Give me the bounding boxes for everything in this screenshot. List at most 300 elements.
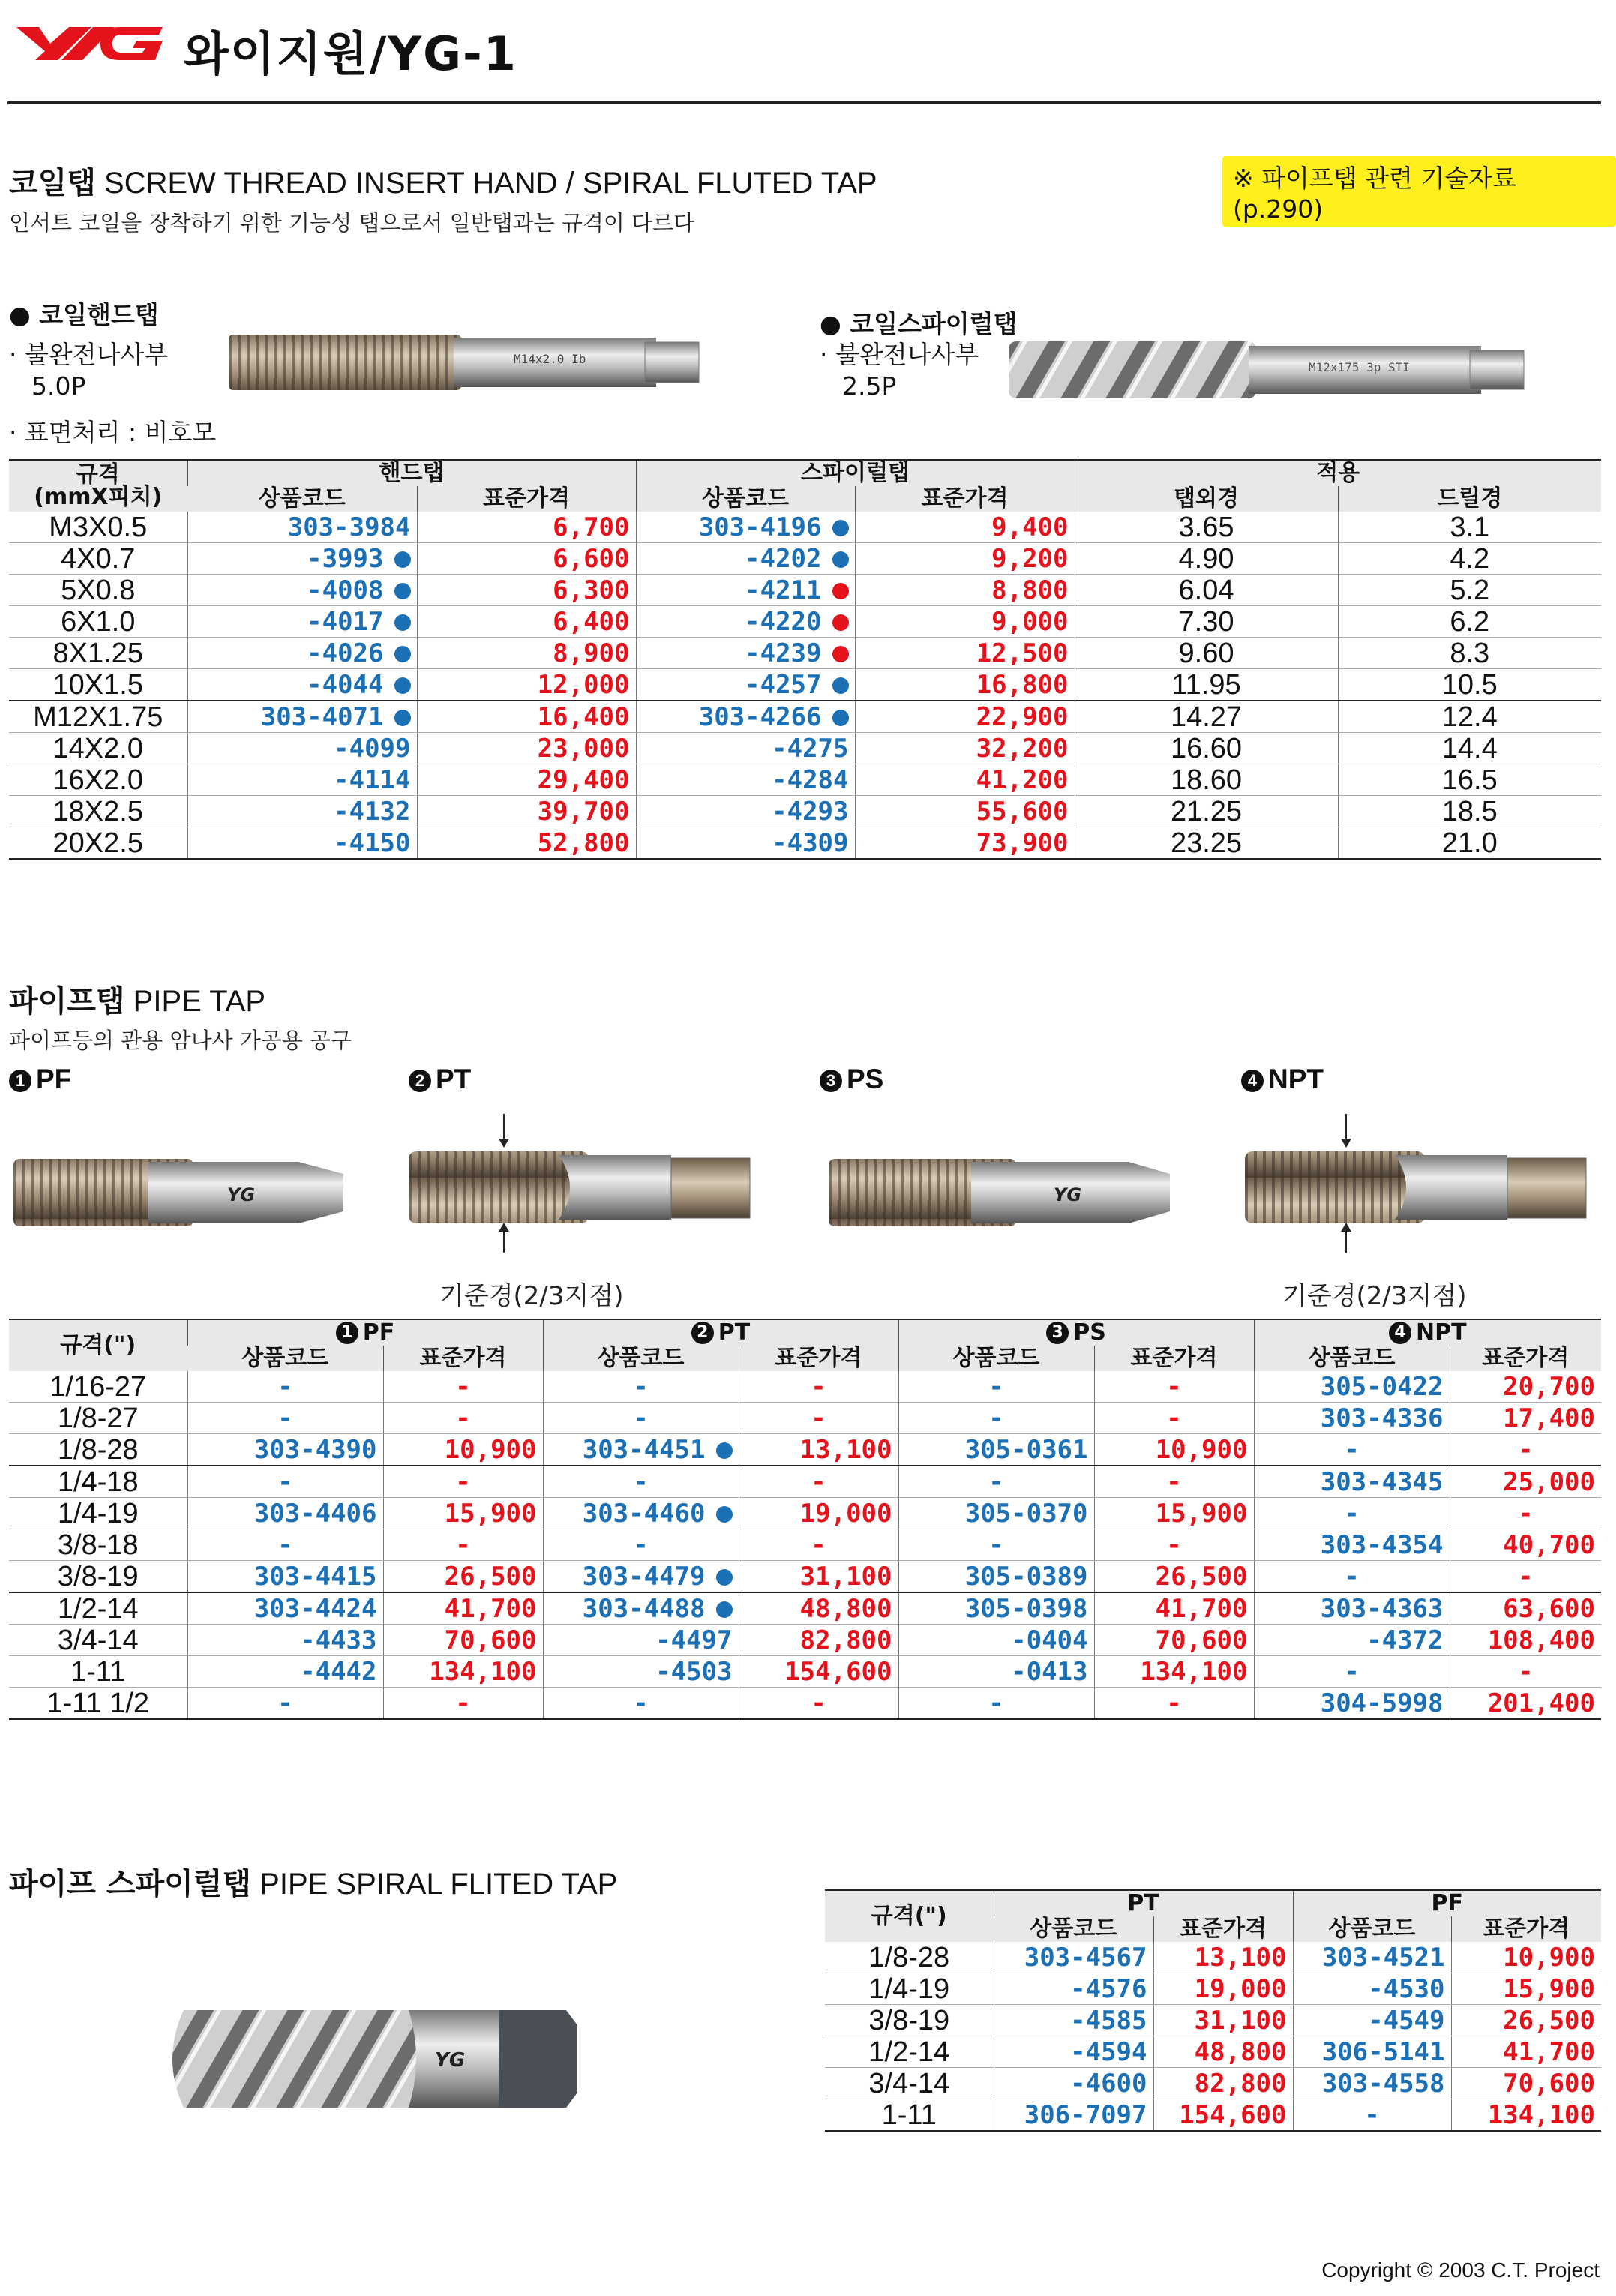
stock-dot-icon: [394, 710, 411, 726]
svg-text:M12x175 3p STI: M12x175 3p STI: [1309, 360, 1410, 374]
col-apply-header: 적용: [1075, 460, 1601, 486]
npt-code-cell: 303-4354: [1254, 1529, 1450, 1561]
hand-price-cell: 8,900: [417, 638, 636, 669]
pf-price-cell: -: [383, 1529, 543, 1561]
pt-price-cell: 31,100: [1153, 2005, 1293, 2036]
npt-code-cell: -: [1254, 1561, 1450, 1593]
svg-text:YG: YG: [1054, 1184, 1082, 1205]
drill-dia-cell: 3.1: [1338, 512, 1601, 543]
hand-code-cell: 303-4071: [187, 701, 417, 733]
pt-code-cell: 303-4479: [543, 1561, 739, 1593]
pt-code-cell: -: [543, 1688, 739, 1720]
spiral-price-cell: 41,200: [855, 764, 1075, 796]
coil-hand-heading: ● 코일핸드탭: [9, 300, 159, 329]
size-cell: 14X2.0: [9, 733, 187, 764]
pt-code-cell: -4576: [994, 1973, 1153, 2005]
pt-price-cell: 48,800: [739, 1592, 898, 1625]
pf-price-cell: 41,700: [1451, 2036, 1601, 2068]
coil-section-title: 코일탭 SCREW THREAD INSERT HAND / SPIRAL FLUTED TAP: [9, 166, 877, 200]
col-price-header: 표준가격: [383, 1346, 543, 1371]
pipe-spiral-tap-image: [161, 1995, 581, 2123]
hand-price-cell: 6,300: [417, 575, 636, 606]
col-price-header: 표준가격: [1451, 1916, 1601, 1942]
pt-price-cell: -: [739, 1529, 898, 1561]
col-pf-header: 1 PF: [187, 1319, 543, 1346]
drill-dia-cell: 14.4: [1338, 733, 1601, 764]
size-cell: 16X2.0: [9, 764, 187, 796]
col-size-header: 규격("): [9, 1319, 187, 1371]
spiral-price-cell: 32,200: [855, 733, 1075, 764]
ps-code-cell: -: [898, 1466, 1094, 1498]
spiral-code-cell: -4220: [636, 606, 855, 638]
coil-hand-tap-image: [229, 329, 701, 396]
col-ps-header: 3 PS: [898, 1319, 1254, 1346]
stock-dot-icon: [394, 646, 411, 662]
size-cell: 3/8-19: [9, 1561, 187, 1593]
npt-price-cell: 40,700: [1450, 1529, 1601, 1561]
tap-dia-cell: 21.25: [1075, 796, 1338, 827]
spiral-code-cell: -4293: [636, 796, 855, 827]
pt-code-cell: -4600: [994, 2068, 1153, 2099]
size-cell: 1-11: [825, 2099, 994, 2132]
size-cell: 1/4-19: [9, 1498, 187, 1529]
npt-code-cell: 305-0422: [1254, 1371, 1450, 1403]
pf-code-cell: -: [187, 1688, 383, 1720]
svg-text:M14x2.0 Ib: M14x2.0 Ib: [514, 352, 586, 366]
stock-dot-icon: [832, 583, 849, 599]
table-row: [9, 1529, 1601, 1561]
pf-code-cell: 303-4406: [187, 1498, 383, 1529]
pt-price-cell: -: [739, 1403, 898, 1434]
pt-code-cell: -: [543, 1403, 739, 1434]
ps-code-cell: -0404: [898, 1625, 1094, 1656]
pt-price-cell: 13,100: [1153, 1942, 1293, 1973]
ps-price-cell: -: [1094, 1688, 1254, 1720]
col-tap-dia-header: 탭외경: [1075, 486, 1338, 512]
spiral-price-cell: 9,200: [855, 543, 1075, 575]
pf-price-cell: -: [383, 1688, 543, 1720]
tap-dia-cell: 6.04: [1075, 575, 1338, 606]
pt-code-cell: 303-4488: [543, 1592, 739, 1625]
npt-code-cell: -: [1254, 1498, 1450, 1529]
pf-code-cell: 306-5141: [1293, 2036, 1451, 2068]
pt-code-cell: -: [543, 1371, 739, 1403]
hand-code-cell: -4008: [187, 575, 417, 606]
stock-dot-icon: [716, 1569, 733, 1586]
drill-dia-cell: 10.5: [1338, 669, 1601, 701]
stock-dot-icon: [716, 1506, 733, 1523]
pt-price-cell: -: [739, 1371, 898, 1403]
pt-code-cell: 306-7097: [994, 2099, 1153, 2132]
ps-code-cell: 305-0361: [898, 1434, 1094, 1466]
pipe-section-title: 파이프탭 PIPE TAP: [9, 984, 266, 1019]
tap-dia-cell: 16.60: [1075, 733, 1338, 764]
table-row: [825, 1973, 1601, 2005]
stock-dot-icon: [832, 710, 849, 726]
npt-reference-caption: 기준경(2/3지점): [1282, 1281, 1467, 1311]
size-cell: M12X1.75: [9, 701, 187, 733]
coil-spiral-tap-image: [1009, 332, 1526, 407]
hand-price-cell: 52,800: [417, 827, 636, 860]
col-code-header: 상품코드: [898, 1346, 1094, 1371]
npt-code-cell: 304-5998: [1254, 1688, 1450, 1720]
pf-type-label: 1 PF: [9, 1064, 71, 1095]
table-row: [9, 764, 1601, 796]
spiral-price-cell: 9,000: [855, 606, 1075, 638]
hand-price-cell: 29,400: [417, 764, 636, 796]
col-price-header: 표준가격: [739, 1346, 898, 1371]
ps-price-cell: 134,100: [1094, 1656, 1254, 1688]
npt-code-cell: -: [1254, 1434, 1450, 1466]
pf-code-cell: 303-4558: [1293, 2068, 1451, 2099]
npt-code-cell: -: [1254, 1656, 1450, 1688]
drill-dia-cell: 16.5: [1338, 764, 1601, 796]
tap-dia-cell: 23.25: [1075, 827, 1338, 860]
pf-code-cell: -: [187, 1466, 383, 1498]
tap-dia-cell: 9.60: [1075, 638, 1338, 669]
size-cell: 6X1.0: [9, 606, 187, 638]
table-row: [9, 1688, 1601, 1720]
coil-tap-table: [9, 459, 1601, 860]
header-divider: [7, 101, 1601, 104]
pipe-spiral-tap-table: [825, 1889, 1601, 2132]
pf-price-cell: 134,100: [1451, 2099, 1601, 2132]
pf-code-cell: 303-4390: [187, 1434, 383, 1466]
pt-tap-image: [409, 1110, 754, 1260]
stock-dot-icon: [832, 520, 849, 536]
size-cell: 3/4-14: [9, 1625, 187, 1656]
pf-price-cell: 10,900: [1451, 1942, 1601, 1973]
pt-code-cell: -: [543, 1466, 739, 1498]
pt-type-label: 2 PT: [409, 1064, 471, 1095]
drill-dia-cell: 6.2: [1338, 606, 1601, 638]
ps-price-cell: -: [1094, 1403, 1254, 1434]
pt-code-cell: -4594: [994, 2036, 1153, 2068]
col-price-header: 표준가격: [1450, 1346, 1601, 1371]
col-pt-header: PT: [994, 1890, 1293, 1916]
table-row: [9, 1592, 1601, 1625]
pf-price-cell: -: [383, 1466, 543, 1498]
size-cell: 1/8-28: [825, 1942, 994, 1973]
size-cell: 1-11: [9, 1656, 187, 1688]
table-row: [9, 575, 1601, 606]
pf-price-cell: 26,500: [1451, 2005, 1601, 2036]
pf-code-cell: -: [1293, 2099, 1451, 2132]
pt-price-cell: 19,000: [739, 1498, 898, 1529]
ps-code-cell: 305-0398: [898, 1592, 1094, 1625]
pt-price-cell: -: [739, 1466, 898, 1498]
hand-code-cell: -4026: [187, 638, 417, 669]
col-code-header: 상품코드: [187, 1346, 383, 1371]
col-npt-header: 4 NPT: [1254, 1319, 1601, 1346]
pt-price-cell: 82,800: [1153, 2068, 1293, 2099]
pt-price-cell: 154,600: [739, 1656, 898, 1688]
hand-code-cell: -4150: [187, 827, 417, 860]
npt-price-cell: 63,600: [1450, 1592, 1601, 1625]
col-spiral-header: 스파이럴탭: [636, 460, 1075, 486]
ps-code-cell: -: [898, 1529, 1094, 1561]
ps-price-cell: -: [1094, 1466, 1254, 1498]
col-code-header: 상품코드: [1293, 1916, 1451, 1942]
pf-code-cell: 303-4415: [187, 1561, 383, 1593]
size-cell: 1/8-27: [9, 1403, 187, 1434]
npt-type-label: 4 NPT: [1241, 1064, 1324, 1095]
pf-price-cell: 26,500: [383, 1561, 543, 1593]
table-row: [9, 1656, 1601, 1688]
pt-reference-caption: 기준경(2/3지점): [439, 1281, 624, 1311]
coil-hand-spec: · 불완전나사부 5.0P · 표면처리 : 비호모: [9, 340, 217, 447]
ps-code-cell: -: [898, 1403, 1094, 1434]
npt-price-cell: -: [1450, 1498, 1601, 1529]
size-cell: 1-11 1/2: [9, 1688, 187, 1720]
svg-text:YG: YG: [435, 2049, 466, 2072]
col-code-header: 상품코드: [1254, 1346, 1450, 1371]
size-cell: 3/8-19: [825, 2005, 994, 2036]
npt-price-cell: -: [1450, 1656, 1601, 1688]
spiral-code-cell: -4239: [636, 638, 855, 669]
size-cell: 1/2-14: [825, 2036, 994, 2068]
hand-code-cell: -4099: [187, 733, 417, 764]
stock-dot-icon: [716, 1601, 733, 1618]
col-price-header: 표준가격: [417, 486, 636, 512]
npt-price-cell: -: [1450, 1434, 1601, 1466]
size-cell: 8X1.25: [9, 638, 187, 669]
pt-price-cell: 19,000: [1153, 1973, 1293, 2005]
spiral-code-cell: 303-4266: [636, 701, 855, 733]
npt-price-cell: -: [1450, 1561, 1601, 1593]
pf-code-cell: -4442: [187, 1656, 383, 1688]
stock-dot-icon: [394, 614, 411, 631]
table-row: [825, 2099, 1601, 2132]
size-cell: 3/4-14: [825, 2068, 994, 2099]
ps-price-cell: 70,600: [1094, 1625, 1254, 1656]
npt-code-cell: -4372: [1254, 1625, 1450, 1656]
npt-code-cell: 303-4363: [1254, 1592, 1450, 1625]
table-row: [9, 669, 1601, 701]
table-row: [9, 1403, 1601, 1434]
col-price-header: 표준가격: [1153, 1916, 1293, 1942]
pf-price-cell: 41,700: [383, 1592, 543, 1625]
pt-code-cell: -: [543, 1529, 739, 1561]
table-row: [9, 701, 1601, 733]
pt-code-cell: 303-4567: [994, 1942, 1153, 1973]
tap-dia-cell: 3.65: [1075, 512, 1338, 543]
pt-price-cell: -: [739, 1688, 898, 1720]
size-cell: 1/8-28: [9, 1434, 187, 1466]
col-pf-header: PF: [1293, 1890, 1601, 1916]
ps-tap-image: [829, 1151, 1174, 1234]
col-pt-header: 2 PT: [543, 1319, 898, 1346]
table-row: [9, 638, 1601, 669]
table-row: [825, 2036, 1601, 2068]
tap-dia-cell: 7.30: [1075, 606, 1338, 638]
ps-price-cell: 26,500: [1094, 1561, 1254, 1593]
pt-code-cell: 303-4460: [543, 1498, 739, 1529]
stock-dot-icon: [832, 646, 849, 662]
pf-code-cell: -: [187, 1403, 383, 1434]
table-row: [825, 2005, 1601, 2036]
stock-dot-icon: [832, 677, 849, 694]
npt-price-cell: 20,700: [1450, 1371, 1601, 1403]
npt-price-cell: 201,400: [1450, 1688, 1601, 1720]
table-row: [825, 1942, 1601, 1973]
spiral-price-cell: 9,400: [855, 512, 1075, 543]
pipe-tap-table: [9, 1319, 1601, 1720]
col-price-header: 표준가격: [855, 486, 1075, 512]
hand-price-cell: 12,000: [417, 669, 636, 701]
size-cell: 1/4-19: [825, 1973, 994, 2005]
hand-code-cell: -4114: [187, 764, 417, 796]
col-code-header: 상품코드: [187, 486, 417, 512]
pf-price-cell: -: [383, 1371, 543, 1403]
pipe-subtitle: 파이프등의 관용 암나사 가공용 공구: [9, 1028, 352, 1053]
pipe-tap-reference-note[interactable]: ※ 파이프탭 관련 기술자료 (p.290): [1222, 156, 1616, 227]
pf-price-cell: 10,900: [383, 1434, 543, 1466]
hand-price-cell: 39,700: [417, 796, 636, 827]
pf-code-cell: -4549: [1293, 2005, 1451, 2036]
spiral-code-cell: -4309: [636, 827, 855, 860]
ps-code-cell: 305-0389: [898, 1561, 1094, 1593]
yg-logo: [16, 21, 166, 66]
ps-price-cell: -: [1094, 1371, 1254, 1403]
ps-price-cell: 10,900: [1094, 1434, 1254, 1466]
hand-price-cell: 6,400: [417, 606, 636, 638]
ps-code-cell: -: [898, 1371, 1094, 1403]
pt-code-cell: -4585: [994, 2005, 1153, 2036]
drill-dia-cell: 18.5: [1338, 796, 1601, 827]
spiral-pipe-section-title: 파이프 스파이럴탭 PIPE SPIRAL FLITED TAP: [9, 1867, 618, 1901]
drill-dia-cell: 12.4: [1338, 701, 1601, 733]
stock-dot-icon: [394, 551, 411, 568]
pt-price-cell: 82,800: [739, 1625, 898, 1656]
hand-code-cell: -3993: [187, 543, 417, 575]
pt-code-cell: -4497: [543, 1625, 739, 1656]
stock-dot-icon: [716, 1442, 733, 1459]
hand-code-cell: -4044: [187, 669, 417, 701]
ps-code-cell: -0413: [898, 1656, 1094, 1688]
hand-code-cell: -4132: [187, 796, 417, 827]
size-cell: 20X2.5: [9, 827, 187, 860]
spiral-price-cell: 22,900: [855, 701, 1075, 733]
table-row: [9, 606, 1601, 638]
hand-price-cell: 23,000: [417, 733, 636, 764]
spiral-price-cell: 8,800: [855, 575, 1075, 606]
spiral-code-cell: -4257: [636, 669, 855, 701]
drill-dia-cell: 4.2: [1338, 543, 1601, 575]
tap-dia-cell: 11.95: [1075, 669, 1338, 701]
brand-title: 와이지원/YG-1: [184, 26, 517, 81]
pf-price-cell: 15,900: [1451, 1973, 1601, 2005]
col-size-header: 규격 (mmX피치): [9, 460, 187, 512]
spiral-code-cell: -4202: [636, 543, 855, 575]
spiral-price-cell: 12,500: [855, 638, 1075, 669]
table-row: [9, 733, 1601, 764]
pf-price-cell: -: [383, 1403, 543, 1434]
coil-spiral-heading: ● 코일스파이럴탭: [820, 309, 1018, 338]
pf-price-cell: 15,900: [383, 1498, 543, 1529]
table-row: [9, 1498, 1601, 1529]
tap-dia-cell: 4.90: [1075, 543, 1338, 575]
stock-dot-icon: [832, 614, 849, 631]
spiral-price-cell: 73,900: [855, 827, 1075, 860]
drill-dia-cell: 8.3: [1338, 638, 1601, 669]
size-cell: 3/8-18: [9, 1529, 187, 1561]
col-code-header: 상품코드: [636, 486, 855, 512]
pf-code-cell: -4530: [1293, 1973, 1451, 2005]
spiral-code-cell: 303-4196: [636, 512, 855, 543]
npt-price-cell: 25,000: [1450, 1466, 1601, 1498]
size-cell: 10X1.5: [9, 669, 187, 701]
spiral-code-cell: -4284: [636, 764, 855, 796]
npt-price-cell: 17,400: [1450, 1403, 1601, 1434]
size-cell: 1/2-14: [9, 1592, 187, 1625]
ps-price-cell: -: [1094, 1529, 1254, 1561]
pt-price-cell: 48,800: [1153, 2036, 1293, 2068]
spiral-code-cell: -4211: [636, 575, 855, 606]
surface-treatment: · 표면처리 : 비호모: [9, 418, 217, 447]
size-cell: 4X0.7: [9, 543, 187, 575]
table-row: [9, 512, 1601, 543]
pf-code-cell: 303-4424: [187, 1592, 383, 1625]
pt-price-cell: 31,100: [739, 1561, 898, 1593]
copyright: Copyright © 2003 C.T. Project: [1321, 2258, 1600, 2282]
pf-code-cell: -: [187, 1371, 383, 1403]
pf-price-cell: 70,600: [1451, 2068, 1601, 2099]
npt-code-cell: 303-4345: [1254, 1466, 1450, 1498]
pt-price-cell: 13,100: [739, 1434, 898, 1466]
spiral-code-cell: -4275: [636, 733, 855, 764]
table-row: [9, 1371, 1601, 1403]
spiral-price-cell: 16,800: [855, 669, 1075, 701]
hand-price-cell: 6,600: [417, 543, 636, 575]
svg-text:YG: YG: [227, 1184, 256, 1205]
pf-code-cell: -: [187, 1529, 383, 1561]
size-cell: 5X0.8: [9, 575, 187, 606]
pf-code-cell: 303-4521: [1293, 1942, 1451, 1973]
hand-price-cell: 16,400: [417, 701, 636, 733]
ps-code-cell: -: [898, 1688, 1094, 1720]
stock-dot-icon: [394, 677, 411, 694]
table-row: [825, 2068, 1601, 2099]
size-cell: 1/4-18: [9, 1466, 187, 1498]
table-row: [9, 1625, 1601, 1656]
coil-subtitle: 인서트 코일을 장착하기 위한 기능성 탭으로서 일반탭과는 규격이 다르다: [9, 210, 695, 236]
pt-code-cell: -4503: [543, 1656, 739, 1688]
tap-dia-cell: 14.27: [1075, 701, 1338, 733]
ps-type-label: 3 PS: [820, 1064, 883, 1095]
stock-dot-icon: [394, 583, 411, 599]
pf-tap-image: [13, 1151, 343, 1234]
npt-price-cell: 108,400: [1450, 1625, 1601, 1656]
coil-spiral-spec: · 불완전나사부 2.5P: [820, 340, 979, 401]
table-row: [9, 1561, 1601, 1593]
table-row: [9, 1466, 1601, 1498]
pt-price-cell: 154,600: [1153, 2099, 1293, 2132]
ps-price-cell: 41,700: [1094, 1592, 1254, 1625]
pt-code-cell: 303-4451: [543, 1434, 739, 1466]
hand-code-cell: -4017: [187, 606, 417, 638]
size-cell: 1/16-27: [9, 1371, 187, 1403]
tap-dia-cell: 18.60: [1075, 764, 1338, 796]
col-code-header: 상품코드: [994, 1916, 1153, 1942]
hand-code-cell: 303-3984: [187, 512, 417, 543]
col-hand-header: 핸드탭: [187, 460, 636, 486]
table-row: [9, 543, 1601, 575]
npt-code-cell: 303-4336: [1254, 1403, 1450, 1434]
table-row: [9, 827, 1601, 860]
table-row: [9, 1434, 1601, 1466]
spiral-price-cell: 55,600: [855, 796, 1075, 827]
